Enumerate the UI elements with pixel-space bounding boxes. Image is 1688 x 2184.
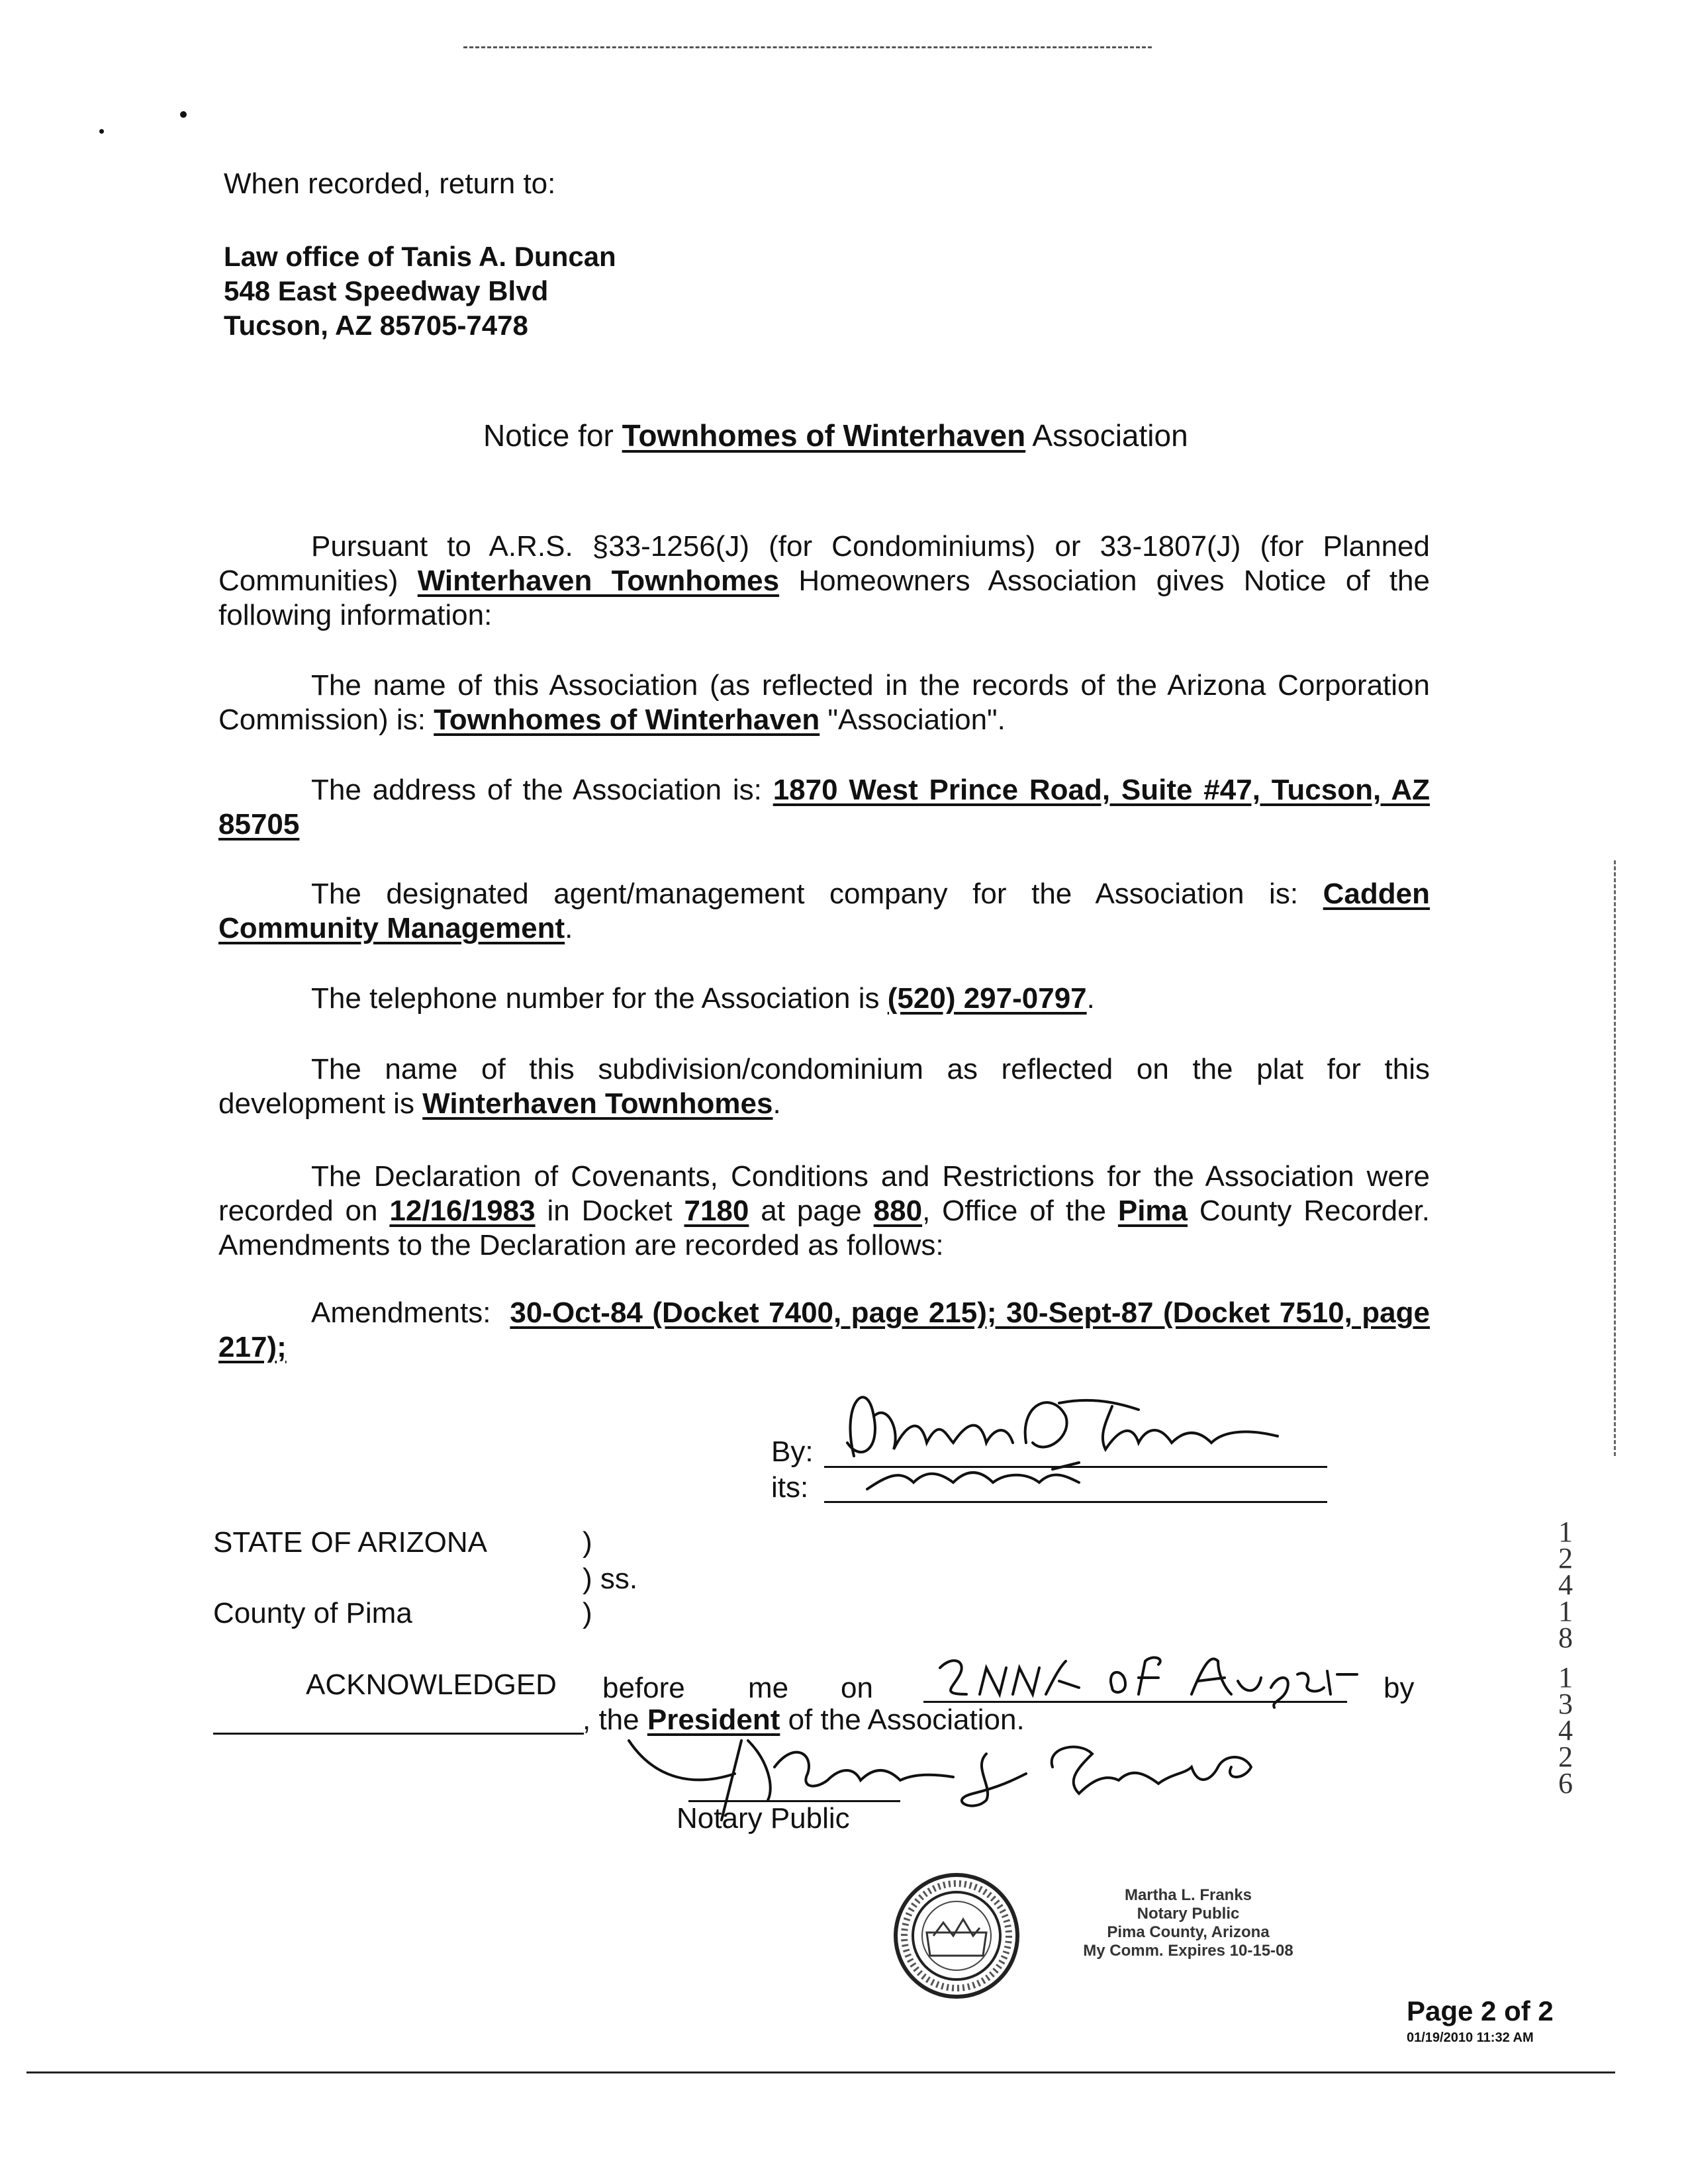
paragraph-declaration: The Declaration of Covenants, Conditions and Restrictions for the Association were recorded on 12/16/1983 in Docket 7180 at page 880, Office of the Pima County Recorder. Amendments to the Declaration are recorded as follows: [218,1160,1430,1261]
notary-seal-icon [890,1870,1023,2005]
ack-continuation: , the President of the Association. [583,1704,1025,1736]
notary-stamp-expiry: My Comm. Expires 10-15-08 [1083,1942,1293,1960]
ack-word-before: before [602,1672,685,1704]
paren-3: ) [583,1597,592,1629]
by-label: By: [771,1435,814,1468]
county-label: County of Pima [213,1597,412,1629]
margin-number: 3 [1558,1688,1573,1720]
scan-speck [180,111,187,118]
margin-number: 1 [1558,1516,1573,1548]
paragraph-subdivision: The name of this subdivision/condominium as reflected on the plat for this development is Winterhaven Townhomes. [218,1053,1430,1120]
margin-number: 8 [1558,1621,1573,1654]
state-label: STATE OF ARIZONA [213,1526,487,1559]
its-signature-line [824,1501,1327,1503]
return-address-line2: 548 East Speedway Blvd [224,275,549,306]
ss-label: ) ss. [583,1563,638,1595]
handwritten-date [927,1648,1357,1711]
print-timestamp: 01/19/2010 11:32 AM [1407,2030,1534,2045]
paragraph-amendments: Amendments: 30-Oct-84 (Docket 7400, page 215); 30-Sept-87 (Docket 7510, page 217); [218,1297,1430,1363]
its-label: its: [771,1471,809,1504]
paren-1: ) [583,1526,592,1559]
ack-word-by: by [1383,1672,1415,1704]
margin-number: 4 [1558,1714,1573,1747]
margin-number: 1 [1558,1595,1573,1627]
notary-stamp-name: Martha L. Franks [1124,1886,1252,1904]
ack-word-on: on [841,1672,873,1704]
page-number: Page 2 of 2 [1407,1995,1554,2026]
notary-stamp-title: Notary Public [1137,1905,1240,1923]
president-signature [827,1377,1304,1479]
paragraph-association-name: The name of this Association (as reflected in the records of the Arizona Corporation Commission) is: Townhomes of Winterhaven "Association". [218,669,1430,736]
notary-public-label: Notary Public [677,1802,850,1835]
paragraph-telephone: The telephone number for the Association is (520) 297-0797. [311,982,1095,1015]
margin-number: 6 [1558,1767,1573,1799]
notary-stamp-text [1036,1886,1340,1960]
acknowledged-name-line [213,1733,584,1735]
scan-speck [99,129,104,134]
paragraph-address: The address of the Association is: 1870 West Prince Road, Suite #47, Tucson, AZ 85705 [218,774,1430,841]
paragraph-management-company: The designated agent/management company for the Association is: Cadden Community Management. [218,878,1430,944]
margin-number: 1 [1558,1661,1573,1694]
association-name: Townhomes of Winterhaven [622,418,1026,453]
scan-artifact-top-line [463,46,1152,48]
footer-rule [26,2071,1615,2073]
margin-number: 2 [1558,1741,1573,1773]
return-address-line1: Law office of Tanis A. Duncan [224,241,616,272]
ack-word-me: me [748,1672,789,1704]
acknowledged-label: ACKNOWLEDGED [306,1668,557,1701]
notary-stamp-county: Pima County, Arizona [1107,1923,1270,1941]
return-address-line3: Tucson, AZ 85705-7478 [224,310,528,341]
margin-number: 2 [1558,1542,1573,1574]
notice-title: Notice for Townhomes of Winterhaven Association [483,418,1188,453]
margin-number: 4 [1558,1569,1573,1601]
paragraph-statute: Pursuant to A.R.S. §33-1256(J) (for Condominiums) or 33-1807(J) (for Planned Communities) Winterhaven Townhomes Homeowners Association gives Notice of the following information: [218,530,1430,631]
scan-artifact-right-line [1614,860,1616,1456]
return-to-label: When recorded, return to: [224,167,556,200]
